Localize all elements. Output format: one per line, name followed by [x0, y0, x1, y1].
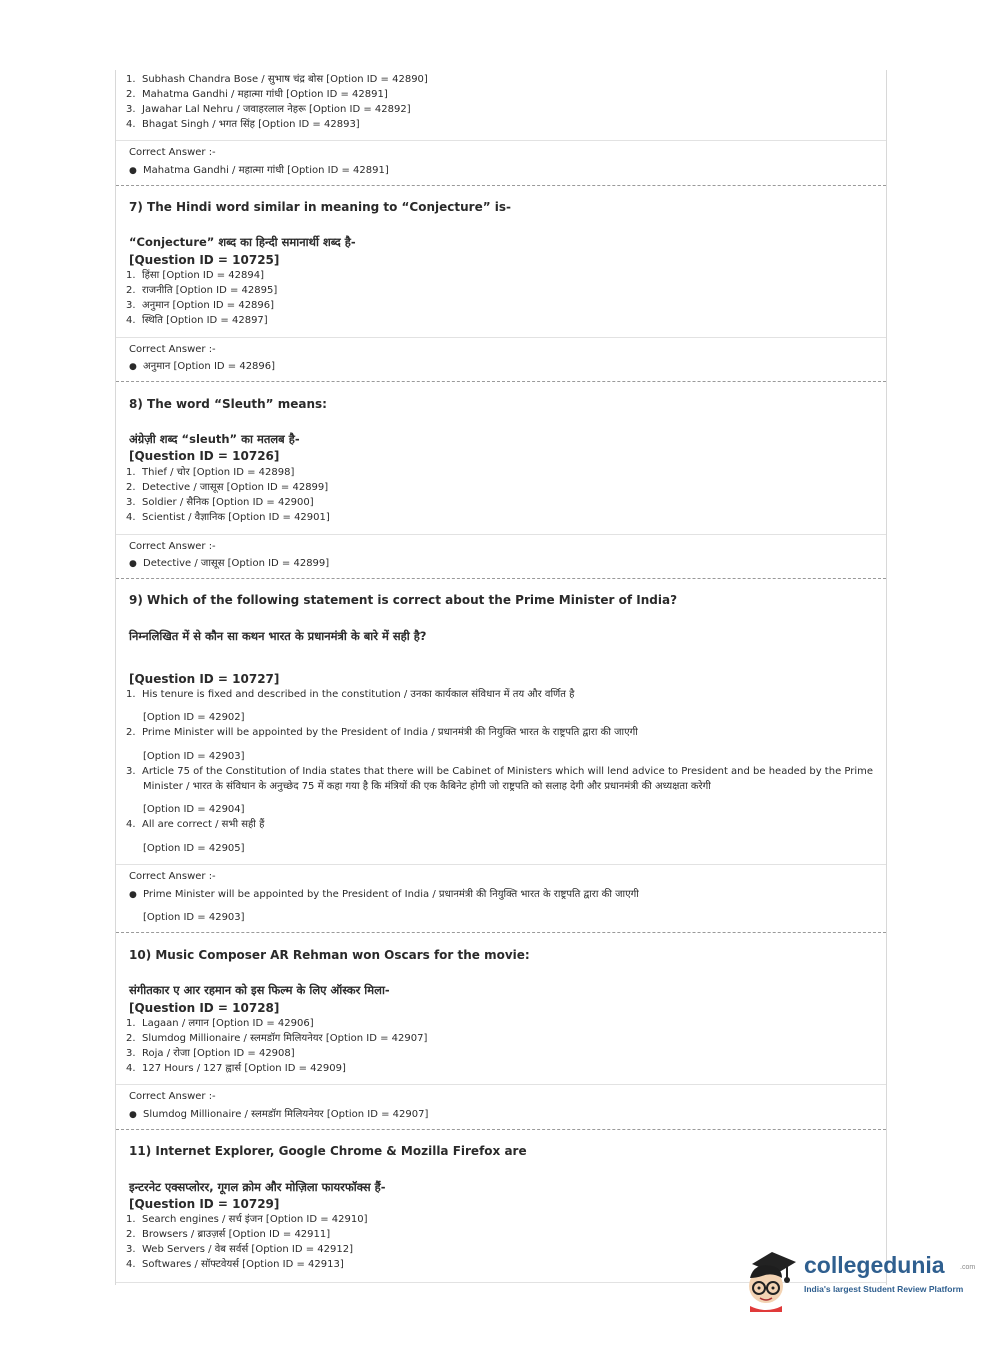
option-4: 4. Bhagat Singh / भगत सिंह [Option ID = 42893] — [126, 119, 360, 130]
option-3: 3. Article 75 of the Constitution of India states that there will be Cabinet of Ministers which will lend advice to President and be headed by the Prime — [126, 766, 874, 777]
divider — [116, 337, 886, 338]
option-1: 1. Search engines / सर्च इंजन [Option ID = 42910] — [126, 1214, 368, 1225]
correct-answer: ● Mahatma Gandhi / महात्मा गांधी [Option ID = 42891] — [129, 165, 389, 176]
option-1: 1. हिंसा [Option ID = 42894] — [126, 270, 264, 281]
question-hindi: इन्टरनेट एक्सप्लोरर, गूगल क्रोम और मोज़िला फायरफॉक्स हैं- — [129, 1180, 386, 1194]
option-2-id: [Option ID = 42903] — [143, 751, 245, 762]
option-1: 1. Lagaan / लगान [Option ID = 42906] — [126, 1018, 314, 1029]
correct-answer: ● Detective / जासूस [Option ID = 42899] — [129, 558, 330, 569]
bullet-icon: ● — [129, 1110, 137, 1120]
question-title: 8) The word “Sleuth” means: — [129, 397, 327, 411]
question-id: [Question ID = 10727] — [129, 672, 280, 686]
logo-tagline: India's largest Student Review Platform — [804, 1284, 964, 1294]
logo-wordmark: collegedunia — [804, 1252, 945, 1278]
option-3-id: [Option ID = 42904] — [143, 804, 245, 815]
divider — [116, 864, 886, 865]
question-title: 7) The Hindi word similar in meaning to “Conjecture” is- — [129, 200, 512, 214]
question-id: [Question ID = 10726] — [129, 449, 280, 463]
option-2: 2. राजनीति [Option ID = 42895] — [126, 285, 278, 296]
mascot-icon — [742, 1248, 802, 1312]
question-divider — [116, 932, 886, 933]
option-4: 4. स्थिति [Option ID = 42897] — [126, 315, 268, 326]
question-hindi: अंग्रेज़ी शब्द “sleuth” का मतलब है- — [129, 432, 300, 446]
divider — [116, 1084, 886, 1085]
option-1: 1. His tenure is fixed and described in the constitution / उनका कार्यकाल संविधान में तय और वर्णित है — [126, 689, 575, 700]
bullet-icon: ● — [129, 559, 137, 569]
option-4: 4. 127 Hours / 127 ह्वार्स [Option ID = 42909] — [126, 1063, 346, 1074]
correct-answer: ● अनुमान [Option ID = 42896] — [129, 361, 276, 372]
option-3: 3. Jawahar Lal Nehru / जवाहरलाल नेहरू [Option ID = 42892] — [126, 104, 411, 115]
question-title: 10) Music Composer AR Rehman won Oscars for the movie: — [129, 948, 530, 962]
bullet-icon: ● — [129, 890, 137, 900]
divider — [116, 534, 886, 535]
correct-answer-label: Correct Answer :- — [129, 147, 216, 158]
option-4: 4. Softwares / सॉफ्टवेयर्स [Option ID = 42913] — [126, 1259, 344, 1270]
option-3: 3. Web Servers / वेब सर्वर्स [Option ID = 42912] — [126, 1244, 353, 1255]
question-divider — [116, 578, 886, 579]
option-4: 4. Scientist / वैज्ञानिक [Option ID = 42901] — [126, 512, 330, 523]
correct-answer-label: Correct Answer :- — [129, 344, 216, 355]
question-paper-sheet — [115, 70, 887, 1285]
correct-answer-label: Correct Answer :- — [129, 871, 216, 882]
question-id: [Question ID = 10729] — [129, 1197, 280, 1211]
option-1: 1. Thief / चोर [Option ID = 42898] — [126, 467, 295, 478]
option-1-id: [Option ID = 42902] — [143, 712, 245, 723]
question-hindi: निम्नलिखित में से कौन सा कथन भारत के प्रधानमंत्री के बारे में सही है? — [129, 629, 427, 643]
option-4: 4. All are correct / सभी सही हैं — [126, 819, 265, 830]
option-3-continued: Minister / भारत के संविधान के अनुच्छेद 75 में कहा गया है कि मंत्रियों की एक कैबिनेट होगी जो राष्ट्रपति को सलाह देगी और प्रधानमंत्री की अध्यक्षता करेगी — [143, 781, 711, 792]
option-3: 3. Soldier / सैनिक [Option ID = 42900] — [126, 497, 314, 508]
option-2: 2. Mahatma Gandhi / महात्मा गांधी [Option ID = 42891] — [126, 89, 388, 100]
collegedunia-logo[interactable] — [742, 1248, 976, 1318]
option-2: 2. Detective / जासूस [Option ID = 42899] — [126, 482, 329, 493]
correct-answer-label: Correct Answer :- — [129, 541, 216, 552]
question-title: 11) Internet Explorer, Google Chrome & Mozilla Firefox are — [129, 1144, 527, 1158]
option-3: 3. अनुमान [Option ID = 42896] — [126, 300, 275, 311]
option-4-id: [Option ID = 42905] — [143, 843, 245, 854]
question-title: 9) Which of the following statement is correct about the Prime Minister of India? — [129, 593, 678, 607]
option-2: 2. Prime Minister will be appointed by the President of India / प्रधानमंत्री की नियुक्ति भारत के राष्ट्रपति द्वारा की जाएगी — [126, 727, 638, 738]
bullet-icon: ● — [129, 362, 137, 372]
bullet-icon: ● — [129, 166, 137, 176]
question-hindi: संगीतकार ए आर रहमान को इस फिल्म के लिए ऑस्कर मिला- — [129, 983, 390, 997]
correct-answer: ● Prime Minister will be appointed by the President of India / प्रधानमंत्री की नियुक्ति भारत के राष्ट्रपति द्वारा की जाएगी — [129, 889, 639, 900]
option-1: 1. Subhash Chandra Bose / सुभाष चंद्र बोस [Option ID = 42890] — [126, 74, 428, 85]
question-divider — [116, 185, 886, 186]
correct-answer: ● Slumdog Millionaire / स्लमडॉग मिलियनेयर [Option ID = 42907] — [129, 1109, 429, 1120]
correct-answer-label: Correct Answer :- — [129, 1091, 216, 1102]
question-id: [Question ID = 10728] — [129, 1001, 280, 1015]
question-hindi: “Conjecture” शब्द का हिन्दी समानार्थी शब्द है- — [129, 235, 356, 249]
question-divider — [116, 1129, 886, 1130]
option-2: 2. Browsers / ब्राउज़र्स [Option ID = 42911] — [126, 1229, 331, 1240]
option-3: 3. Roja / रोजा [Option ID = 42908] — [126, 1048, 295, 1059]
correct-answer-id: [Option ID = 42903] — [143, 912, 245, 923]
option-2: 2. Slumdog Millionaire / स्लमडॉग मिलियनेयर [Option ID = 42907] — [126, 1033, 428, 1044]
logo-domain-suffix: .com — [960, 1264, 976, 1271]
divider — [116, 140, 886, 141]
question-id: [Question ID = 10725] — [129, 253, 280, 267]
question-divider — [116, 381, 886, 382]
